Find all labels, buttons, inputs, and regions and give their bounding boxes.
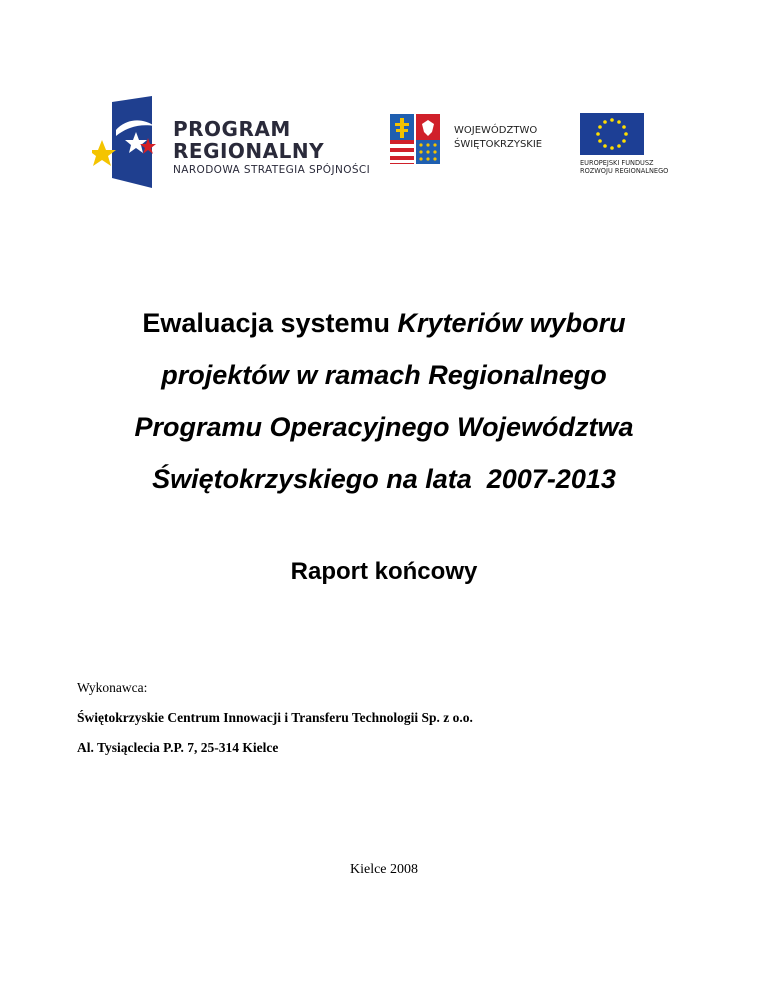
wojewodztwo-logo: [388, 112, 548, 166]
place-and-year: Kielce 2008: [349, 862, 419, 877]
logo-line-wojewodztwo: WOJEWÓDZTWO: [454, 125, 538, 136]
program-regionalny-emblem: [92, 96, 158, 188]
eu-flag-icon: [580, 113, 644, 155]
logo-line-strategia: NARODOWA STRATEGIA SPÓJNOŚCI: [173, 164, 371, 176]
wojewodztwo-wordmark: [454, 124, 542, 152]
program-regionalny-wordmark: [173, 118, 370, 176]
logo-line-rozwoju-regionalnego: ROZWOJU REGIONALNEGO: [580, 167, 669, 175]
eu-fund-wordmark: [580, 159, 668, 175]
title-line-1-plain: Ewaluacja systemu: [142, 308, 398, 338]
contractor-address: Al. Tysiąclecia P.P. 7, 25-314 Kielce: [77, 740, 279, 755]
logo-line-regionalny: REGIONALNY: [173, 139, 325, 163]
contractor-block: [77, 680, 473, 770]
logo-line-europejski-fundusz: EUROPEJSKI FUNDUSZ: [580, 159, 654, 167]
eu-fund-logo: [580, 113, 690, 177]
report-title: [40, 297, 728, 505]
contractor-name: Świętokrzyskie Centrum Innowacji i Transferu Technologii Sp. z o.o.: [77, 710, 473, 725]
program-regionalny-logo: [92, 96, 372, 188]
swietokrzyskie-crest-icon: [388, 112, 442, 166]
logo-line-swietokrzyskie: ŚWIĘTOKRZYSKIE: [454, 139, 543, 150]
title-line-2: projektów w ramach Regionalnego: [161, 360, 607, 390]
report-subtitle: Raport końcowy: [290, 558, 478, 585]
contractor-label: Wykonawca:: [77, 680, 148, 695]
title-line-1-italic: Kryteriów wyboru: [397, 308, 626, 338]
title-line-4: Świętokrzyskiego na lata 2007-2013: [152, 464, 616, 494]
title-line-1: [40, 297, 728, 349]
logo-line-program: PROGRAM: [173, 117, 291, 141]
title-line-3: Programu Operacyjnego Województwa: [134, 412, 634, 442]
